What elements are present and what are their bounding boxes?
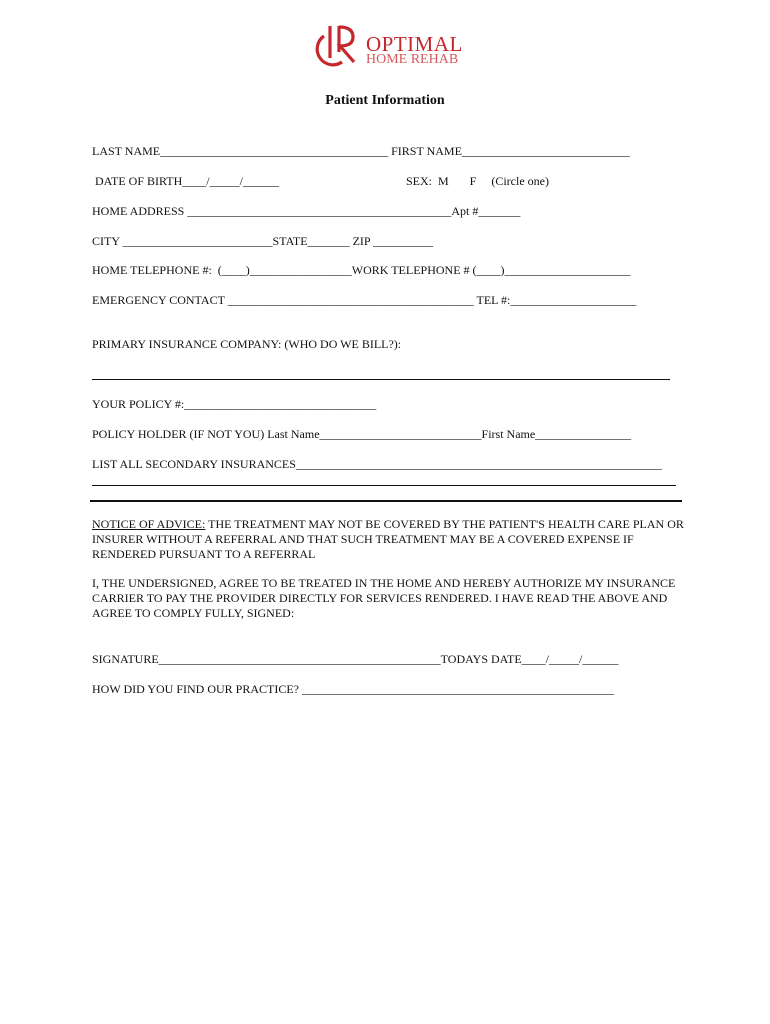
secondary-insurances-field[interactable]: LIST ALL SECONDARY INSURANCES_____________________________________________________________: [92, 457, 662, 471]
policy-holder-field[interactable]: POLICY HOLDER (IF NOT YOU) Last Name___________________________First Name________________: [92, 427, 632, 441]
sex-field[interactable]: SEX: M F (Circle one): [406, 174, 549, 188]
find-practice-field[interactable]: HOW DID YOU FIND OUR PRACTICE? ____________________________________________________: [92, 682, 614, 696]
page-title: Patient Information: [325, 93, 445, 108]
logo-name-line2: HOME REHAB: [366, 52, 459, 67]
authorization-statement: I, THE UNDERSIGNED, AGREE TO BE TREATED IN THE HOME AND HEREBY AUTHORIZE MY INSURANCE CARRIER TO PAY THE PROVIDER DIRECTLY FOR SERVICES RENDERED. I HAVE READ THE ABOVE AND AGREE TO COMPLY FULLY, SIGNED:: [92, 576, 676, 620]
telephone-field[interactable]: HOME TELEPHONE #: (____)_________________WORK TELEPHONE # (____)_____________________: [92, 263, 631, 277]
notice-of-advice: [92, 517, 692, 562]
notice-label: NOTICE OF ADVICE:: [92, 517, 206, 531]
secondary-insurance-line[interactable]: [92, 485, 676, 486]
optimal-home-rehab-logo: [310, 22, 470, 74]
signature-date-field[interactable]: SIGNATURE_______________________________________________TODAYS DATE____/_____/______: [92, 652, 619, 666]
last-first-name-field[interactable]: LAST NAME______________________________________ FIRST NAME____________________________: [92, 144, 630, 158]
section-divider: [90, 500, 682, 502]
notice-text: THE TREATMENT MAY NOT BE COVERED BY THE PATIENT'S HEALTH CARE PLAN OR INSURER WITHOUT A REFERRAL AND THAT SUCH TREATMENT MAY BE A COVERED EXPENSE IF RENDERED PURSUANT TO A REFERRAL: [92, 517, 684, 561]
primary-insurance-line[interactable]: [92, 379, 670, 380]
date-of-birth-field[interactable]: DATE OF BIRTH____/_____/______: [95, 174, 279, 188]
logo-name-line1: OPTIMAL: [366, 32, 463, 56]
ohr-monogram-icon: [310, 22, 366, 74]
emergency-contact-field[interactable]: EMERGENCY CONTACT _________________________________________ TEL #:_____________________: [92, 293, 637, 307]
policy-number-field[interactable]: YOUR POLICY #:________________________________: [92, 397, 377, 411]
home-address-field[interactable]: HOME ADDRESS ____________________________________________Apt #_______: [92, 204, 521, 218]
city-state-zip-field[interactable]: CITY _________________________STATE_______ ZIP __________: [92, 234, 434, 248]
primary-insurance-label: PRIMARY INSURANCE COMPANY: (WHO DO WE BILL?):: [92, 337, 402, 351]
